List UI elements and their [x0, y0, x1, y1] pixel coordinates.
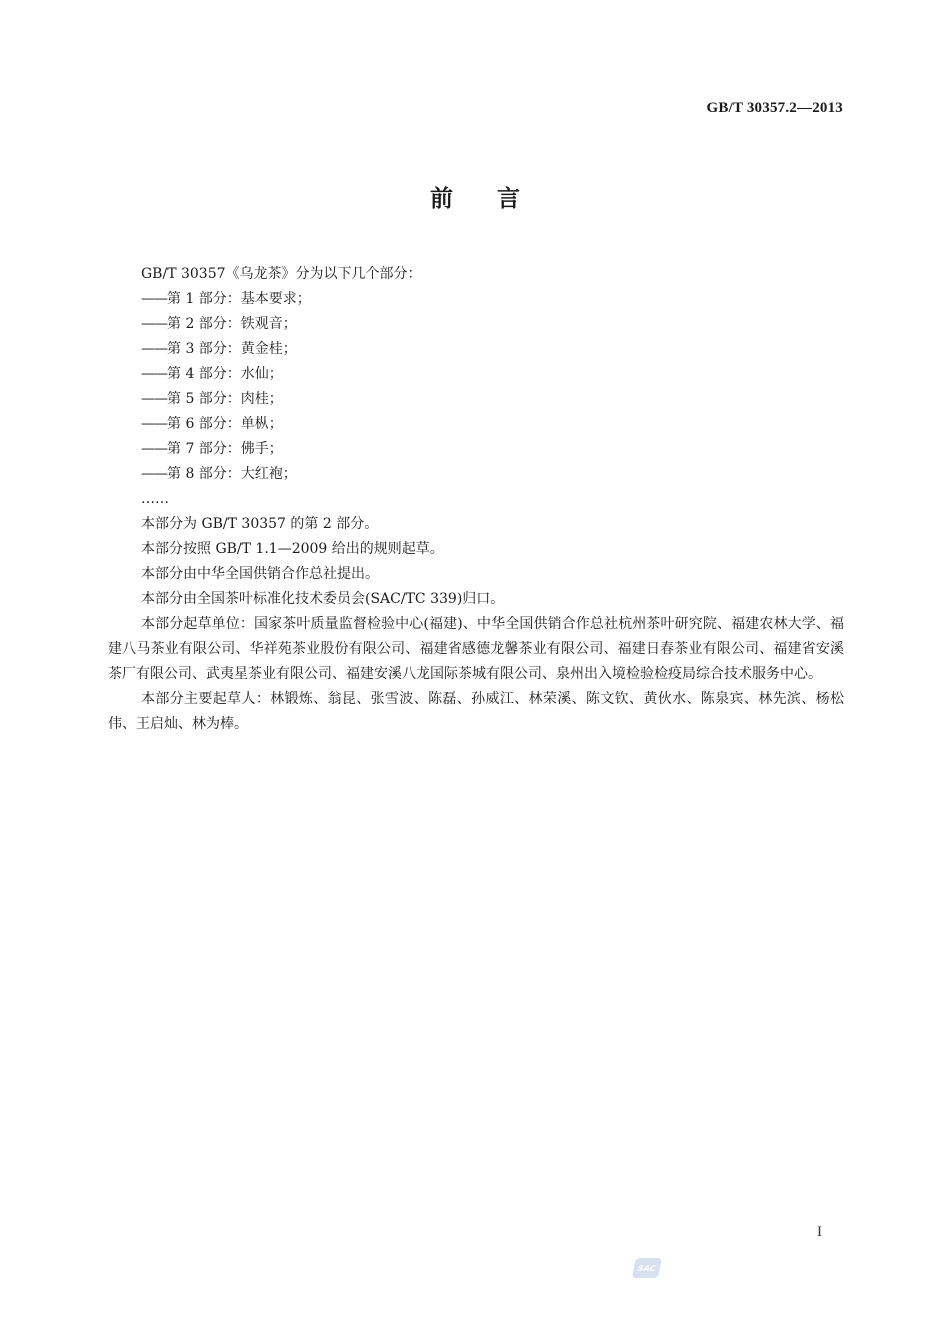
list-item	[108, 312, 844, 337]
list-dash: ——	[141, 441, 167, 457]
paragraph-drafters: 本部分主要起草人：林锻炼、翁昆、张雪波、陈磊、孙威江、林荣溪、陈文钦、黄伙水、陈泉宾、林先滨、杨松伟、王启灿、林为棒。	[108, 691, 844, 732]
part-8-label: 第 8 部分：大红袍；	[167, 466, 297, 482]
list-dash: ——	[141, 291, 167, 307]
part-2-label: 第 2 部分：铁观音；	[167, 316, 297, 332]
list-item	[108, 337, 844, 362]
paragraph-drafting-units: 本部分起草单位：国家茶叶质量监督检验中心(福建)、中华全国供销合作总社杭州茶叶研究院、福建农林大学、福建八马茶业有限公司、华祥苑茶业股份有限公司、福建省感德龙馨茶业有限公司、福建日春茶业有限公司、福建省安溪茶厂有限公司、武夷星茶业有限公司、福建安溪八龙国际茶城有限公司、泉州出入境检验检疫局综合技术服务中心。	[108, 616, 844, 682]
list-dash: ——	[141, 416, 167, 432]
document-body	[108, 262, 844, 737]
list-dash: ——	[141, 366, 167, 382]
page-number: I	[817, 1224, 822, 1240]
logo-text: SAC	[636, 1263, 658, 1273]
paragraph-part-of: 本部分为 GB/T 30357 的第 2 部分。	[141, 516, 379, 532]
list-item	[108, 437, 844, 462]
list-dash: ——	[141, 341, 167, 357]
list-item	[108, 412, 844, 437]
list-item	[108, 387, 844, 412]
part-6-label: 第 6 部分：单枞；	[167, 416, 283, 432]
list-dash: ——	[141, 391, 167, 407]
list-ellipsis	[108, 487, 844, 512]
paragraph-proposed-by: 本部分由中华全国供销合作总社提出。	[141, 566, 379, 582]
part-1-label: 第 1 部分：基本要求；	[167, 291, 311, 307]
list-dash: ——	[141, 466, 167, 482]
parts-list	[108, 287, 844, 512]
list-item	[108, 462, 844, 487]
standard-number: GB/T 30357.2—2013	[706, 100, 843, 116]
part-3-label: 第 3 部分：黄金桂；	[167, 341, 297, 357]
list-item	[108, 362, 844, 387]
page-title: 前言	[430, 186, 564, 212]
paragraph-centralized-by: 本部分由全国茶叶标准化技术委员会(SAC/TC 339)归口。	[141, 591, 505, 607]
sac-logo-icon	[632, 1258, 662, 1278]
part-5-label: 第 5 部分：肉桂；	[167, 391, 283, 407]
paragraph-drafting-rules: 本部分按照 GB/T 1.1—2009 给出的规则起草。	[141, 541, 444, 557]
part-4-label: 第 4 部分：水仙；	[167, 366, 283, 382]
list-item	[108, 287, 844, 312]
part-7-label: 第 7 部分：佛手；	[167, 441, 283, 457]
intro-paragraph: GB/T 30357《乌龙茶》分为以下几个部分：	[141, 266, 422, 282]
ellipsis-text: ……	[141, 491, 169, 507]
list-dash: ——	[141, 316, 167, 332]
